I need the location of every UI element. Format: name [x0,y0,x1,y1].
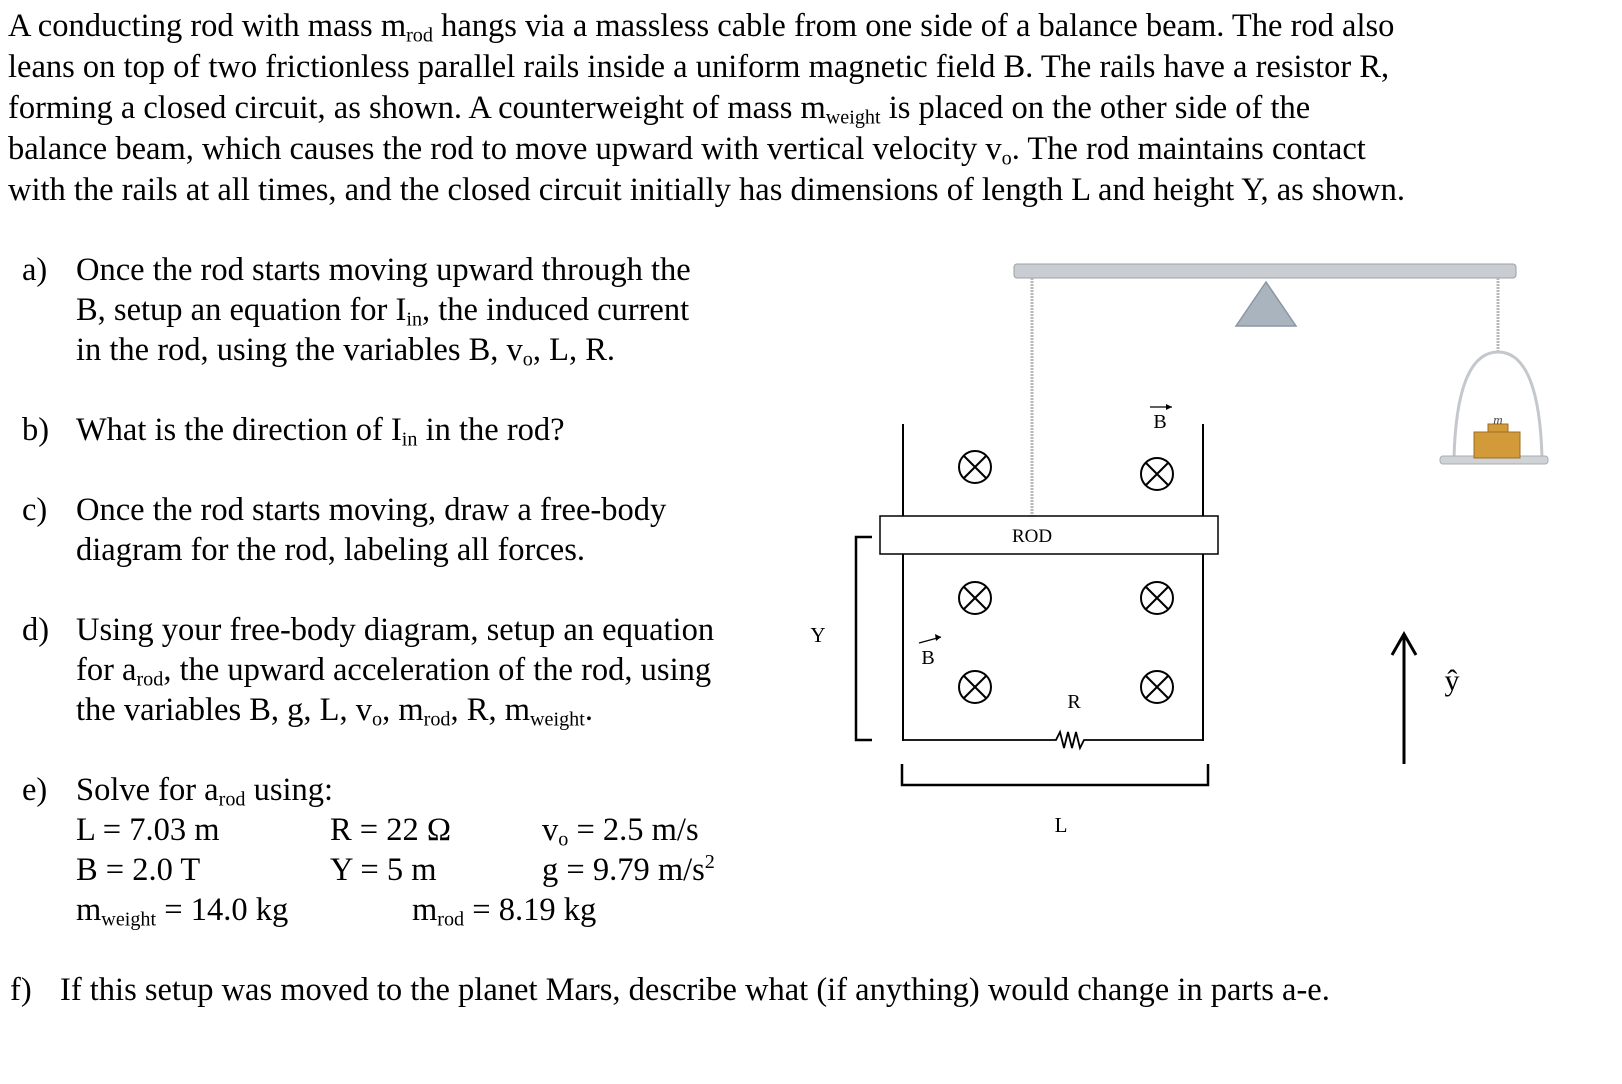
svg-text:B: B [1153,411,1167,433]
given-height: Y = 5 m [330,852,437,888]
length-bracket [902,764,1208,785]
y-axis-label: ŷ [1444,664,1460,697]
question-b-label: b) [22,412,50,448]
question-f-label: f) [10,972,32,1008]
field-into-page-6 [1141,671,1173,703]
balance-pivot [1236,282,1296,326]
field-into-page-4 [1141,582,1173,614]
field-label-top [1150,404,1172,433]
question-b-line-1: What is the direction of $I_{in}$ in the rod? [76,412,565,451]
field-into-page-5 [959,671,991,703]
intro-line-1: A conducting rod with mass $m_{rod}$ hangs via a massless cable from one side of a balance beam. The rod also [8,8,1395,47]
question-f-text: If this setup was moved to the planet Mars, describe what (if anything) would change in parts a-e. [60,972,1330,1008]
question-c-label: c) [22,492,48,528]
question-c-line-1: Once the rod starts moving, draw a free-body [76,492,667,528]
counterweight-label: m [1493,412,1503,427]
field-into-page-3 [959,582,991,614]
question-d-line-2: for $a_{rod}$, the upward acceleration of the rod, using [76,652,712,691]
question-e-label: e) [22,772,48,808]
intro-line-4: balance beam, which causes the rod to move upward with vertical velocity $v_o$. The rod maintains contact [8,131,1366,170]
question-a-label: a) [22,252,48,288]
field-label-left [919,634,941,669]
svg-text:B: B [921,647,935,669]
given-mass-weight: $m_{weight} = 14.0$ kg [76,892,289,931]
question-d-label: d) [22,612,50,648]
intro-line-2: leans on top of two frictionless parallel rails inside a uniform magnetic field B. The rails have a resistor R, [8,49,1390,85]
length-label: L [1054,813,1068,837]
given-length: L = 7.03 m [76,812,220,848]
resistor-wire [903,732,1203,748]
resistor-label: R [1067,691,1081,713]
question-d-line-3: the variables B, g, L, $v_o$, $m_{rod}$, R, $m_{weight}$. [76,692,593,731]
given-resistance: R = 22 Ω [330,812,452,848]
question-e-line-1: Solve for $a_{rod}$ using: [76,772,334,811]
field-into-page-2 [1141,458,1173,490]
question-a-line-1: Once the rod starts moving upward through the [76,252,691,288]
given-velocity: $v_o = 2.5$ m/s [542,812,699,851]
given-field: B = 2.0 T [76,852,201,888]
intro-line-5: with the rails at all times, and the closed circuit initially has dimensions of length L and height Y, as shown. [8,172,1405,208]
field-into-page-1 [959,451,991,483]
counterweight-body [1474,432,1520,458]
intro-line-3: forming a closed circuit, as shown. A counterweight of mass $m_{weight}$ is placed on the other side of the [8,90,1311,129]
rod-label: ROD [1011,526,1053,547]
balance-beam [1014,264,1516,278]
height-label: Y [810,623,826,647]
question-c-line-2: diagram for the rod, labeling all forces. [76,532,585,568]
given-gravity: g = 9.79 $m/s^2$ [542,850,715,888]
question-a-line-3: in the rod, using the variables B, $v_o$, L, R. [76,332,616,371]
given-mass-rod: $m_{rod} = 8.19$ kg [412,892,597,931]
height-bracket [856,537,872,740]
question-d-line-1: Using your free-body diagram, setup an equation [76,612,715,648]
question-a-line-2: B, setup an equation for $I_{in}$, the induced current [76,292,690,331]
